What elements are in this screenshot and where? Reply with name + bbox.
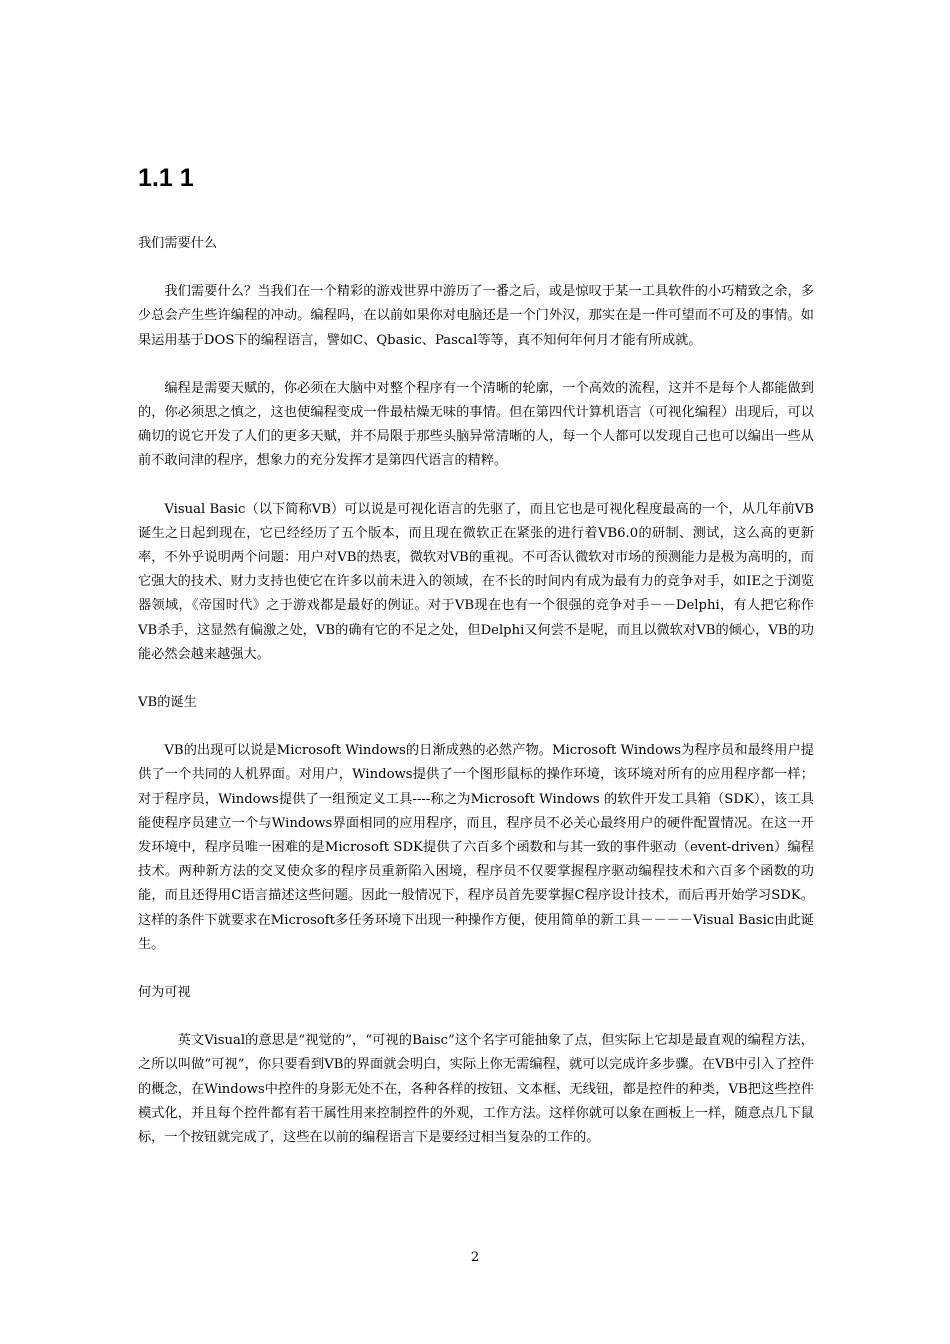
paragraph: VB的出现可以说是Microsoft Windows的日渐成熟的必然产物。Microsoft Windows为程序员和最终用户提供了一个共同的人机界面。对用户，Windows提供了一个图形鼠标的操作环境，该环境对所有的应用程序都一样；对于程序员，Windows提供了一组预定义工具----称之为Microsoft Windows 的软件开发工具箱（SDK），该工具能使程序员建立一个与Windows界面相同的应用程序，而且，程序员不必关心最终用户的硬件配置情况。在这一开发环境中，程序员唯一困难的是Microsoft SDK提供了六百多个函数和与其一致的事件驱动（event-driven）编程技术。两种新方法的交叉使众多的程序员重新陷入困境，程序员不仅要掌握程序驱动编程技术和六百多个函数的功能，而且还得用C语言描述这些问题。因此一般情况下，程序员首先要掌握C程序设计技术，而后再开始学习SDK。这样的条件下就要求在Microsoft多任务环境下出现一种操作方便，使用简单的新工具－－－－Visual Basic由此诞生。 bbox=[138, 743, 814, 952]
section-what-is-visual bbox=[138, 981, 814, 1150]
chapter-title: 1.1 1 bbox=[138, 164, 194, 192]
paragraph: 编程是需要天赋的，你必须在大脑中对整个程序有一个清晰的轮廓，一个高效的流程，这并不是每个人都能做到的，你必须思之慎之，这也使编程变成一件最枯燥无味的事情。但在第四代计算机语言（可视化编程）出现后，可以确切的说它开发了人们的更多天赋，并不局限于那些头脑异常清晰的人，每一个人都可以发现自己也可以编出一些从前不敢问津的程序，想象力的充分发挥才是第四代语言的精粹。 bbox=[138, 380, 814, 469]
body-content bbox=[138, 232, 814, 1174]
paragraph: 我们需要什么？当我们在一个精彩的游戏世界中游历了一番之后，或是惊叹于某一工具软件的小巧精致之余，多少总会产生些许编程的冲动。编程吗，在以前如果你对电脑还是一个门外汉，那实在是一件可望而不可及的事情。如果运用基于DOS下的编程语言，譬如C、Qbasic、Pascal等等，真不知何年何月才能有所成就。 bbox=[138, 284, 814, 348]
section-heading: VB的诞生 bbox=[138, 695, 197, 711]
section-what-we-need bbox=[138, 232, 814, 667]
section-vb-birth bbox=[138, 691, 814, 957]
section-heading: 我们需要什么 bbox=[138, 236, 218, 251]
paragraph: Visual Basic（以下简称VB）可以说是可视化语言的先驱了，而且它也是可视化程度最高的一个，从几年前VB诞生之日起到现在，它已经经历了五个版本，而且现在微软正在紧张的进行着VB6.0的研制、测试，这么高的更新率，不外乎说明两个问题：用户对VB的热衷，微软对VB的重视。不可否认微软对市场的预测能力是极为高明的，而它强大的技术、财力支持也使它在许多以前未进入的领域，在不长的时间内有成为最有力的竞争对手，如IE之于浏览器领域，《帝国时代》之于游戏都是最好的例证。对于VB现在也有一个很强的竞争对手－－Delphi，有人把它称作VB杀手，这显然有偏激之处，VB的确有它的不足之处，但Delphi又何尝不是呢，而且以微软对VB的倾心，VB的功能必然会越来越强大。 bbox=[138, 501, 814, 662]
page-number: 2 bbox=[470, 1250, 480, 1265]
section-heading: 何为可视 bbox=[138, 985, 191, 1001]
paragraph: 英文Visual的意思是“视觉的”，“可视的Baisc”这个名字可能抽象了点，但实际上它却是最直观的编程方法，之所以叫做“可视”，你只要看到VB的界面就会明白，实际上你无需编程，就可以完成许多步骤。在VB中引入了控件的概念，在Windows中控件的身影无处不在，各种各样的按钮、文本框、无线钮，都是控件的种类，VB把这些控件模式化，并且每个控件都有若干属性用来控制控件的外观，工作方法。这样你就可以象在画板上一样，随意点几下鼠标，一个按钮就完成了，这些在以前的编程语言下是要经过相当复杂的工作的。 bbox=[138, 1033, 814, 1146]
